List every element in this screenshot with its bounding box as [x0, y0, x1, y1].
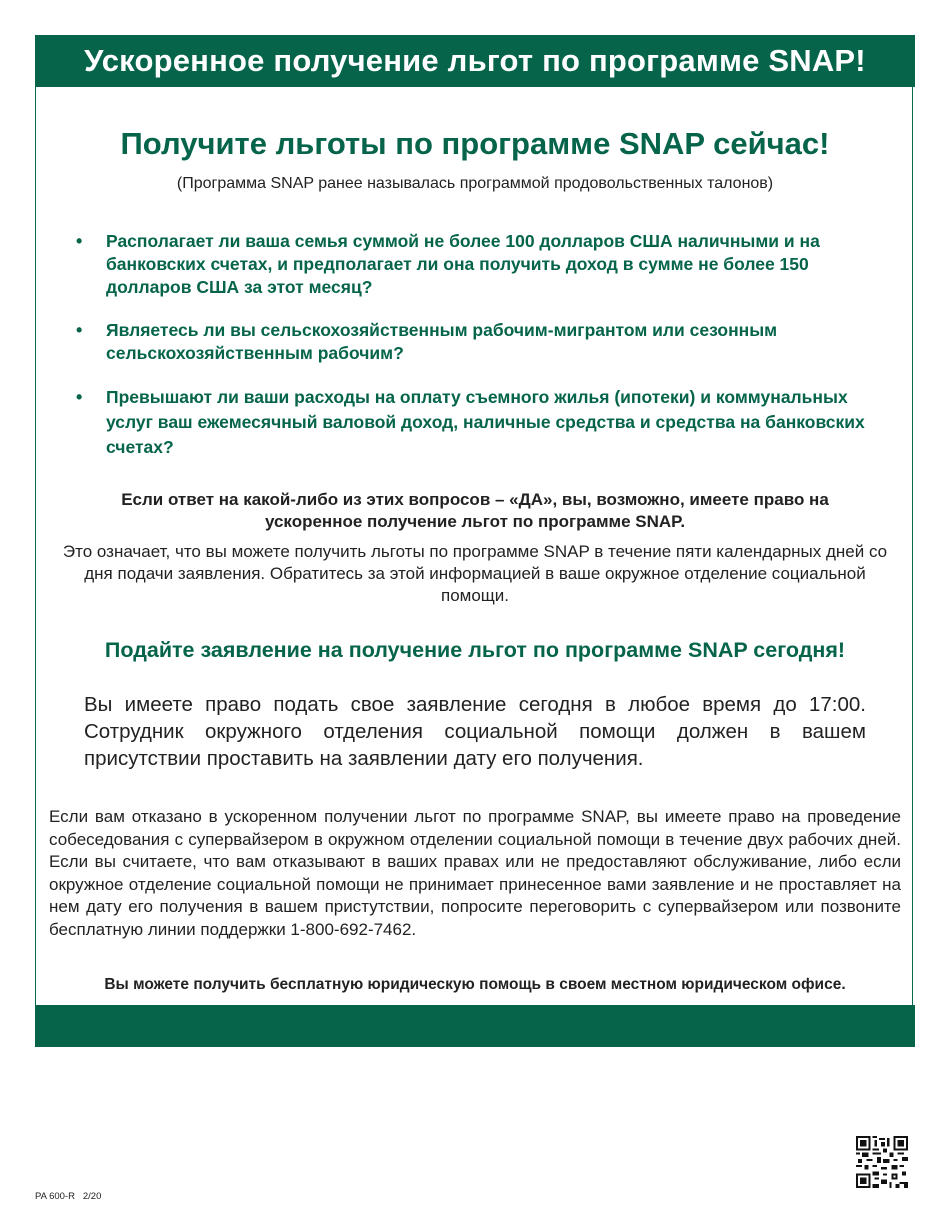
- form-code: PA 600-R 2/20: [35, 1191, 102, 1202]
- bullet-icon: •: [76, 231, 83, 251]
- subtitle: Получите льготы по программе SNAP сейчас!: [120, 126, 830, 161]
- question-text: Являетесь ли вы сельскохозяйственным рабочим-мигрантом или сезонным сельскохозяйственным рабочим?: [106, 320, 778, 363]
- eligibility-questions: [76, 230, 876, 480]
- program-note: (Программа SNAP ранее называлась программой продовольственных талонов): [176, 175, 774, 192]
- bullet-icon: •: [76, 320, 83, 340]
- question-item: [76, 319, 876, 365]
- question-item: [76, 230, 876, 299]
- legal-help-text: Вы можете получить бесплатную юридическую помощь в своем местном юридическом офисе.: [104, 976, 846, 993]
- qr-code-icon: [856, 1136, 908, 1188]
- question-text: Превышают ли ваши расходы на оплату съемного жилья (ипотеки) и коммунальных услуг ваш ежемесячный валовой доход, наличные средства и средства на банковских счетах?: [106, 387, 865, 457]
- denial-rights-text: Если вам отказано в ускоренном получении льгот по программе SNAP, вы имеете право на проведение собеседования с супервайзером в окружном отделении социальной помощи в течение двух рабочих дней. Если вы считаете, что вам отказывают в ваших правах или не предоставляют обслуживание, либо если окружное отделение социальной помощи не принимает принесенное вами заявление и не проставляет на нем дату его получения в вашем пристутствии, попросите переговорить с супервайзером или позвоните бесплатную линии поддержки 1-800-692-7462.: [49, 807, 901, 939]
- eligibility-statement: Если ответ на какой-либо из этих вопросов – «ДА», вы, возможно, имеете право на ускоренное получение льгот по программе SNAP.: [121, 490, 829, 531]
- apply-heading: Подайте заявление на получение льгот по программе SNAP сегодня!: [104, 638, 846, 662]
- apply-text: Вы имеете право подать свое заявление сегодня в любое время до 17:00. Сотрудник окружного отделения социальной помощи должен в вашем присутствии проставить на заявлении дату его получения.: [84, 693, 866, 770]
- footer-banner: [35, 1005, 915, 1047]
- header-banner: [35, 35, 915, 87]
- eligibility-explanation: Это означает, что вы можете получить льготы по программе SNAP в течение пяти календарных дней со дня подачи заявления. Обратитесь за этой информацией в ваше окружное отделение социальной помощи.: [62, 542, 888, 605]
- question-text: Располагает ли ваша семья суммой не более 100 долларов США наличными и на банковских счетах, и предполагает ли она получить доход в сумме не более 150 долларов США за этот месяц?: [106, 231, 820, 297]
- question-item: [76, 385, 876, 460]
- bullet-icon: •: [76, 387, 83, 407]
- page-title: Ускоренное получение льгот по программе SNAP!: [84, 43, 866, 78]
